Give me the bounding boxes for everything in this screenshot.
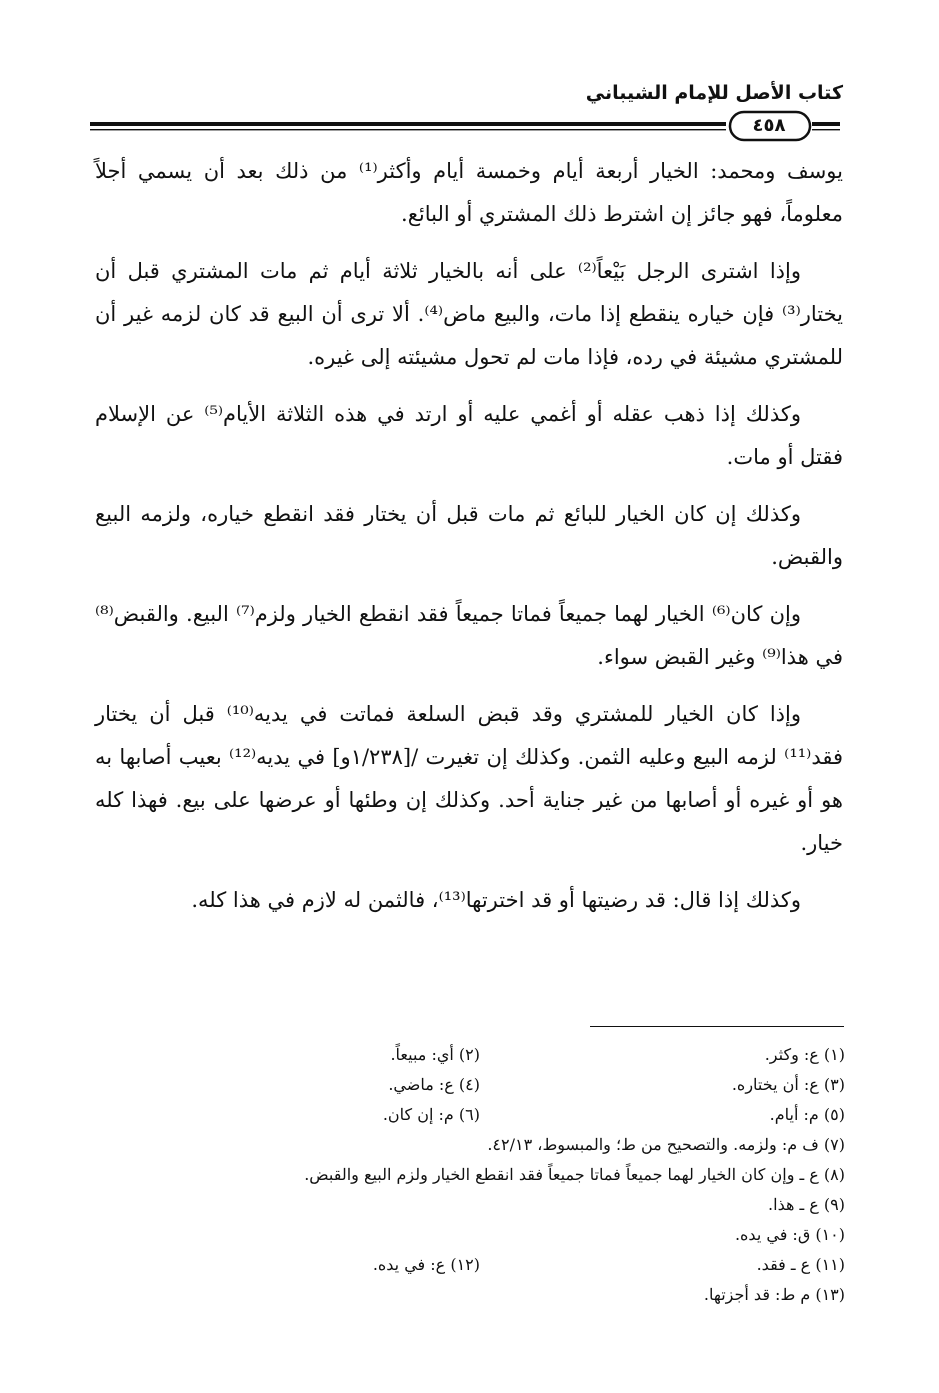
page-number: ٤٥٨ bbox=[752, 115, 786, 136]
footnote-6: (٦) م: إن كان. bbox=[382, 1105, 480, 1124]
footnote-row bbox=[95, 1220, 845, 1250]
footnote-3: (٣) ع: أن يختاره. bbox=[731, 1075, 845, 1094]
footnote-separator bbox=[590, 1026, 844, 1027]
running-header-title: كتاب الأصل للإمام الشيباني bbox=[585, 82, 843, 104]
footnote-2: (٢) أي: مبيعاً. bbox=[390, 1045, 480, 1064]
footnote-row bbox=[95, 1250, 845, 1280]
footnotes bbox=[95, 1040, 845, 1310]
paragraph-3: وكذلك إذا ذهب عقله أو أغمي عليه أو ارتد في هذه الثلاثة الأيام⁽⁵⁾ عن الإسلام فقتل أو مات. bbox=[95, 402, 843, 469]
footnote-row bbox=[95, 1040, 845, 1070]
footnote-1: (١) ع: وكثر. bbox=[764, 1045, 845, 1064]
footnote-11: (١١) ع ـ فقد. bbox=[756, 1255, 845, 1274]
paragraph-5: وإن كان⁽⁶⁾ الخيار لهما جميعاً فماتا جميعاً فقد انقطع الخيار ولزم⁽⁷⁾ البيع. والقبض⁽⁸⁾ في هذا⁽⁹⁾ وغير القبض سواء. bbox=[95, 602, 843, 669]
footnote-row bbox=[95, 1070, 845, 1100]
paragraph-4: وكذلك إن كان الخيار للبائع ثم مات قبل أن يختار فقد انقطع خياره، ولزمه البيع والقبض. bbox=[95, 502, 843, 569]
footnote-row bbox=[95, 1160, 845, 1190]
footnote-7: (٧) ف م: ولزمه. والتصحيح من ط؛ والمبسوط، ٤٢/١٣. bbox=[487, 1135, 845, 1154]
footnote-row bbox=[95, 1190, 845, 1220]
footnote-9: (٩) ع ـ هذا. bbox=[768, 1195, 845, 1214]
footnote-row bbox=[95, 1280, 845, 1310]
footnote-13: (١٣) م ط: قد أجزتها. bbox=[703, 1285, 845, 1304]
footnote-12: (١٢) ع: في يده. bbox=[372, 1255, 480, 1274]
paragraph-6: وإذا كان الخيار للمشتري وقد قبض السلعة فماتت في يديه⁽¹⁰⁾ قبل أن يختار فقد⁽¹¹⁾ لزمه البيع وعليه الثمن. وكذلك إن تغيرت /[١/٢٣٨و] في يديه⁽¹²⁾ بعيب أصابها به هو أو غيره أو أصابها من غير جناية أحد. وكذلك إن وطئها أو عرضها على بيع. فهذا كله خيار. bbox=[95, 702, 843, 855]
paragraph-1: يوسف ومحمد: الخيار أربعة أيام وخمسة أيام وأكثر⁽¹⁾ من ذلك بعد أن يسمي أجلاً معلوماً، فهو جائز إن اشترط ذلك المشتري أو البائع. bbox=[95, 159, 843, 226]
footnote-10: (١٠) ق: في يده. bbox=[734, 1225, 845, 1244]
footnote-row bbox=[95, 1130, 845, 1160]
footnote-8: (٨) ع ـ وإن كان الخيار لهما جميعاً فماتا جميعاً فقد انقطع الخيار ولزم البيع والقبض. bbox=[304, 1165, 845, 1184]
footnote-row bbox=[95, 1100, 845, 1130]
main-text bbox=[95, 150, 843, 936]
paragraph-2: وإذا اشترى الرجل بَيْعاً⁽²⁾ على أنه بالخيار ثلاثة أيام ثم مات المشتري قبل أن يختار⁽³⁾ فإن خياره ينقطع إذا مات، والبيع ماض⁽⁴⁾. ألا ترى أن البيع قد كان لزمه غير أن للمشتري مشيئة في رده، فإذا مات لم تحول مشيئته إلى غيره. bbox=[95, 259, 843, 369]
footnote-5: (٥) م: أيام. bbox=[769, 1105, 845, 1124]
footnote-4: (٤) ع: ماضي. bbox=[388, 1075, 480, 1094]
paragraph-7: وكذلك إذا قال: قد رضيتها أو قد اخترتها⁽¹³⁾، فالثمن له لازم في هذا كله. bbox=[191, 888, 801, 912]
